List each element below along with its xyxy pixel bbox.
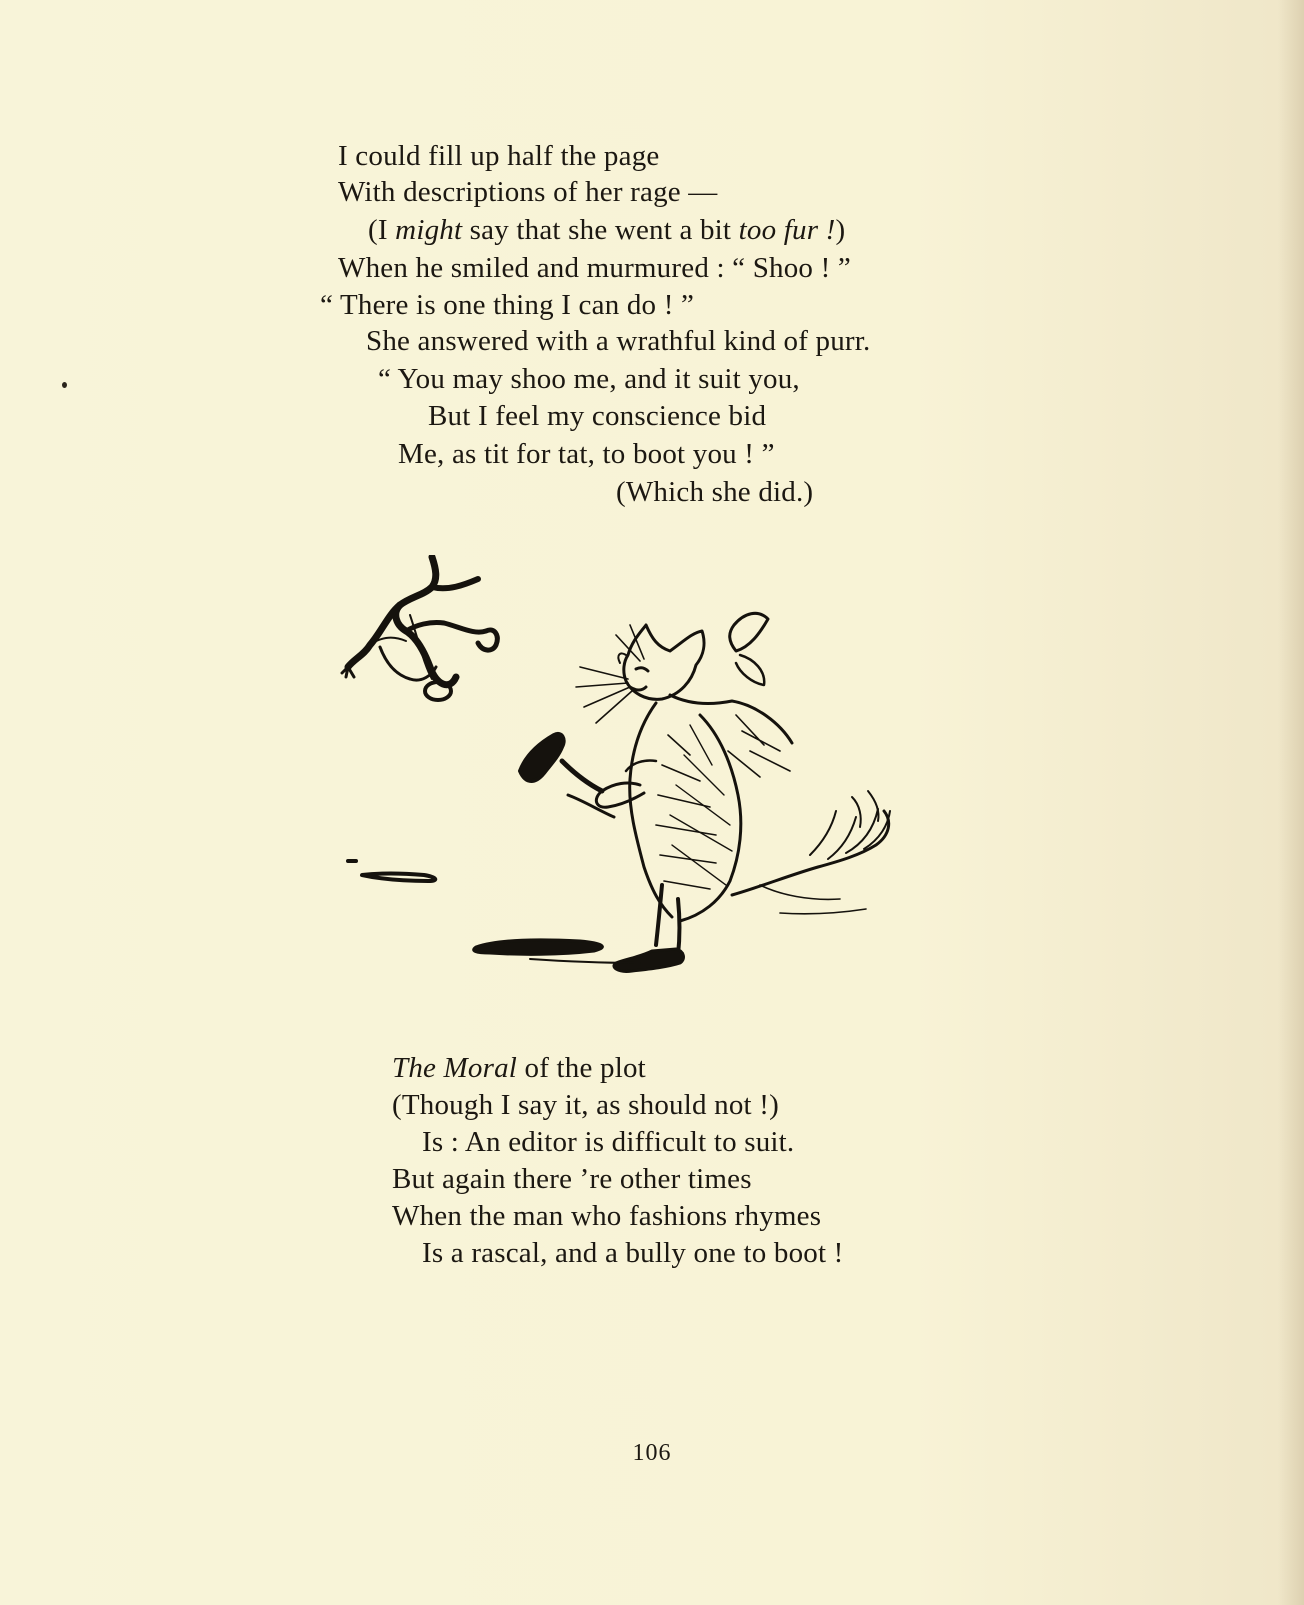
verse-text: ) [835,214,846,246]
verse-text: (I [368,214,396,246]
verse-line: She answered with a wrathful kind of purr. [366,325,871,357]
cat-figure [474,613,890,971]
verse-line [368,212,845,248]
verse-text: of the plot [517,1052,646,1084]
verse-line: Is : An editor is difficult to suit. [422,1126,795,1158]
verse-line: (Which she did.) [616,476,814,508]
page-number: 106 [632,1440,672,1466]
verse-line: But I feel my conscience bid [428,400,767,432]
verse-text: say that she went a bit [462,214,739,246]
verse-line: “ There is one thing I can do ! ” [320,289,695,321]
verse-line: I could fill up half the page [338,140,660,172]
verse-line: But again there ’re other times [392,1163,752,1195]
verse-line: Me, as tit for tat, to boot you ! ” [398,438,775,470]
ink-speck [62,382,67,388]
verse-line [392,1050,646,1086]
verse-line: Is a rascal, and a bully one to boot ! [422,1237,844,1269]
tumbling-man-figure [342,557,497,700]
verse-line: When he smiled and murmured : “ Shoo ! ” [338,252,851,284]
verse-line: When the man who fashions rhymes [392,1200,822,1232]
verse-italic: The Moral [392,1052,518,1084]
verse-line: “ You may shoo me, and it suit you, [378,363,800,395]
verse-line: With descriptions of her rage — [338,176,718,208]
page-edge-shadow [1278,0,1304,1605]
verse-italic: too fur ! [738,214,836,246]
verse-italic: might [395,214,463,246]
cat-kicking-man-illustration [340,555,940,1015]
verse-line: (Though I say it, as should not !) [392,1089,779,1121]
